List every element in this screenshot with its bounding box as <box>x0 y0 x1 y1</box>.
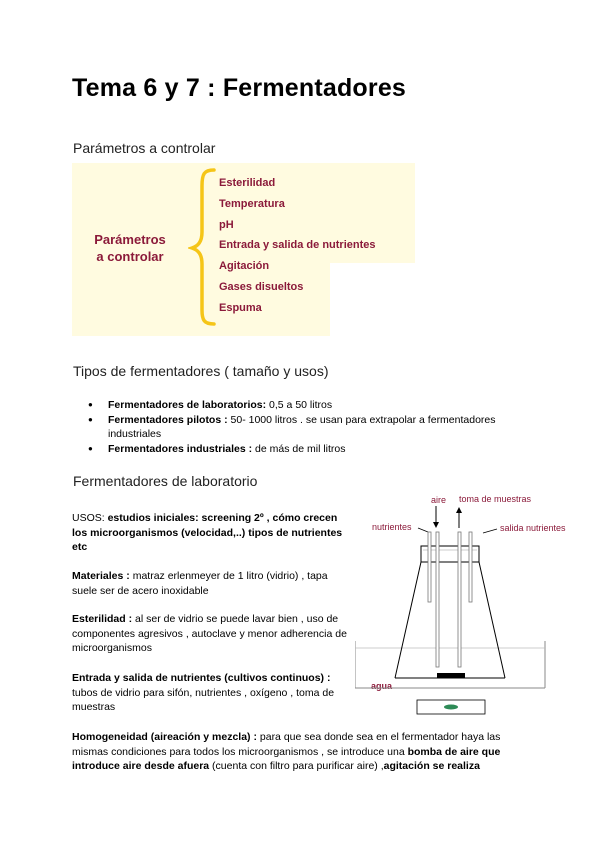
center-label-line2: a controlar <box>96 249 164 264</box>
list-item-text: 0,5 a 50 litros <box>266 399 333 411</box>
parametros-center-label <box>90 231 170 265</box>
homogeneidad-paragraph <box>72 730 532 774</box>
esterilidad-text: al ser de vidrio se puede lavar bien , uso de componentes agresivos , autoclave y menor adherencia de microorganismos <box>72 613 347 654</box>
usos-bold: estudios iniciales: screening 2º , cómo crecen los microorganismos (velocidad,..) tipos de nutrientes etc <box>72 512 343 553</box>
section-heading-laboratorio: Fermentadores de laboratorio <box>73 473 258 489</box>
esterilidad-label: Esterilidad : <box>72 613 133 625</box>
tube-nutrientes <box>428 532 431 602</box>
label-toma-muestras: toma de muestras <box>459 494 532 504</box>
curly-brace-icon <box>188 166 220 326</box>
tube-salida <box>469 532 472 602</box>
parametro-item: Entrada y salida de nutrientes <box>219 239 376 252</box>
list-item <box>88 398 528 412</box>
materiales-label: Materiales : <box>72 570 130 582</box>
fermenter-diagram <box>355 488 580 720</box>
entrada-label: Entrada y salida de nutrientes (cultivos continuos) : <box>72 672 331 684</box>
label-nutrientes: nutrientes <box>372 522 412 532</box>
list-item-label: Fermentadores de laboratorios: <box>108 399 267 411</box>
label-agua: agua <box>371 681 393 691</box>
homog-bold2: bomba de aire que introduce aire desde afuera <box>72 745 501 772</box>
entrada-paragraph <box>72 671 352 715</box>
section-heading-parametros: Parámetros a controlar <box>73 140 216 156</box>
homog-text2: (cuenta con filtro para purificar aire) , <box>209 760 384 772</box>
stir-bar <box>437 673 465 678</box>
homog-bold3: agitación se realiza <box>383 760 480 772</box>
arrow-toma-head <box>456 507 462 513</box>
list-item-text: 50- 1000 litros . se usan para extrapolar a fermentadores industriales <box>108 414 496 440</box>
tube-aire <box>436 532 439 667</box>
section-heading-tipos: Tipos de fermentadores ( tamaño y usos) <box>73 363 329 379</box>
parametro-item: Agitación <box>219 260 270 273</box>
parametro-item: Gases disueltos <box>219 280 304 293</box>
parametro-item: Espuma <box>219 301 262 314</box>
homog-label: Homogeneidad (aireación y mezcla) : <box>72 731 257 743</box>
list-item-label: Fermentadores pilotos : <box>108 414 228 426</box>
entrada-text: tubos de vidrio para sifón, nutrientes , oxígeno , toma de muestras <box>72 686 335 713</box>
list-item-label: Fermentadores industriales : <box>108 443 253 455</box>
label-aire: aire <box>431 495 447 505</box>
list-item-text: de más de mil litros <box>252 443 346 455</box>
stirrer-knob <box>444 705 458 710</box>
list-item <box>88 413 528 441</box>
flask-right-side <box>479 562 505 678</box>
list-item <box>88 442 528 456</box>
pointer-nutrientes <box>418 528 428 532</box>
materiales-paragraph <box>72 569 352 598</box>
parametro-item: Esterilidad <box>219 177 276 189</box>
materiales-text: matraz erlenmeyer de 1 litro (vidrio) , tapa suele ser de acero inoxidable <box>72 570 328 597</box>
flask-left-side <box>395 562 421 678</box>
tipos-list <box>88 398 528 457</box>
label-salida-nutrientes: salida nutrientes <box>500 523 566 533</box>
page-title: Tema 6 y 7 : Fermentadores <box>72 74 407 102</box>
esterilidad-paragraph <box>72 612 352 656</box>
center-label-line1: Parámetros <box>94 232 166 247</box>
usos-prefix: USOS: <box>72 512 108 524</box>
usos-paragraph <box>72 511 352 555</box>
pointer-salida <box>483 529 497 533</box>
parametro-item: pH <box>219 218 234 231</box>
parametros-list <box>219 173 376 319</box>
parametro-item: Temperatura <box>219 197 285 210</box>
tube-toma <box>458 532 461 667</box>
homog-text1: para que sea donde sea en el fermentador haya las mismas condiciones para todos los microorganismos , se introduce una <box>72 731 501 758</box>
arrow-aire-head <box>433 522 439 528</box>
